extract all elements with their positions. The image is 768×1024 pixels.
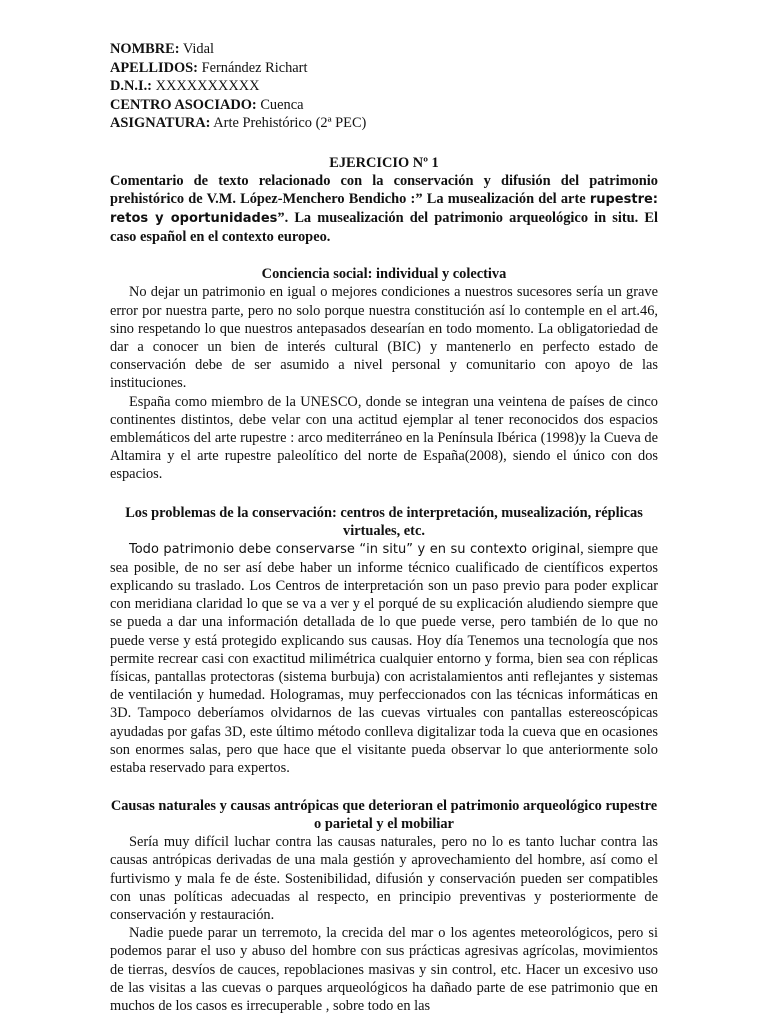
header-apellidos — [110, 59, 658, 78]
exercise-description-part1: Comentario de texto relacionado con la conservación y difusión del patrimonio prehistórico de V.M. López-Menchero Bendicho :” La musealización del arte — [110, 172, 658, 207]
paragraph-sans-run: Todo patrimonio debe conservarse “in situ” y en su contexto original — [129, 541, 581, 557]
paragraph: No dejar un patrimonio en igual o mejores condiciones a nuestros sucesores sería un grave error por nuestra parte, pero no solo porque nuestra constitución así lo contemple en el art.46, sino respetando lo que nuestros antepasados desearían en todo momento. La obligatoriedad de dar a conocer un bien de interés cultural (BIC) y mantenerlo en perfecto estado de conservación debe de ser asumido a nivel personal y comunitario con apoyo de las instituciones. — [110, 284, 658, 392]
paragraph — [110, 540, 658, 778]
centro-value: Cuenca — [256, 96, 304, 113]
asignatura-label: ASIGNATURA: — [110, 115, 211, 131]
paragraph: España como miembro de la UNESCO, donde se integran una veintena de países de cinco continentes distintos, debe velar con una actitud ejemplar al tener reconocidos dos espacios emblemáticos del arte rupestre : arco mediterráneo en la Península Ibérica (1998)y la Cueva de Altamira y el arte rupestre paleolítico del norte de España(2008), siendo el único con dos espacios. — [110, 393, 658, 483]
nombre-label: NOMBRE: — [110, 41, 180, 57]
exercise-description-part2: ”. La musealización del patrimonio arqueológico in situ. El caso español en el contexto europeo. — [110, 209, 658, 246]
centro-label: CENTRO ASOCIADO: — [110, 96, 257, 113]
dni-label: D.N.I.: — [110, 78, 152, 94]
apellidos-value: Fernández Richart — [197, 59, 308, 76]
paragraph-text: , siempre que sea posible, de no ser así debe haber un informe técnico cualificado de científicos expertos explicando su traslado. Los Centros de interpretación son un paso previo para poder explicar con meridiana claridad lo que se va a ver y el porqué de su explicación aludiendo siempre que se pueda a dar una información detallada de lo que puede verse, pero también de lo que no puede verse y está protegido explicando sus causas. Hoy día Tenemos una tecnología que nos permite recrear casi con exactitud milimétrica cualquier entorno y forma, bien sea con réplicas físicas, pantallas protectoras (sistema burbuja) con acristalamientos anti reflejantes y sistemas de ventilación y humedad. Hologramas, muy perfeccionados con las técnicas informáticas en 3D. Tampoco deberíamos olvidarnos de las cuevas virtuales con pantallas estereoscópicas ayudadas por gafas 3D, este último método conlleva digitalizar toda la cueva que en ocasiones son enormes salas, pero que hace que el visitante pueda observar lo que anteriormente solo estaba reservado para expertos. — [110, 540, 659, 776]
header-nombre — [110, 40, 658, 59]
header-dni — [110, 77, 658, 96]
exercise-description — [110, 172, 658, 247]
section-title-causas: Causas naturales y causas antrópicas que deterioran el patrimonio arqueológico rupestre o parietal y el mobiliar — [110, 798, 658, 833]
dni-value: XXXXXXXXXX — [151, 78, 260, 94]
section-title-conciencia: Conciencia social: individual y colectiva — [261, 266, 507, 283]
document-content — [110, 40, 658, 1015]
asignatura-value: Arte Prehistórico (2ª PEC) — [210, 115, 367, 131]
paragraph: Nadie puede parar un terremoto, la crecida del mar o los agentes meteorológicos, pero si podemos parar el uso y abuso del hombre con sus prácticas agresivas agrícolas, movimientos de tierras, desvíos de cauces, repoblaciones masivas y sin control, etc. Hacer un excesivo uso de las visitas a las cuevas o parques arqueológicos ha dañado parte de ese patrimonio que en muchos de los casos es irrecuperable , sobre todo en las — [110, 925, 658, 1015]
section-title-problemas: Los problemas de la conservación: centros de interpretación, musealización, réplicas virtuales, etc. — [125, 504, 643, 539]
apellidos-label: APELLIDOS: — [110, 59, 198, 76]
header-centro — [110, 96, 658, 115]
paragraph: Sería muy difícil luchar contra las causas naturales, pero no lo es tanto luchar contra las causas antrópicas derivadas de una mala gestión y aprovechamiento del hombre, así como el furtivismo y mala fe de éste. Sostenibilidad, difusión y conservación pueden ser compatibles con unas políticas adecuadas al respecto, en principio preventivas y posteriormente de conservación y restauración. — [110, 834, 658, 923]
exercise-title: EJERCICIO Nº 1 — [329, 154, 439, 171]
header-asignatura — [110, 114, 658, 133]
nombre-value: Vidal — [179, 41, 215, 57]
exercise-description-sans: rupestre: retos y oportunidades — [110, 191, 658, 226]
